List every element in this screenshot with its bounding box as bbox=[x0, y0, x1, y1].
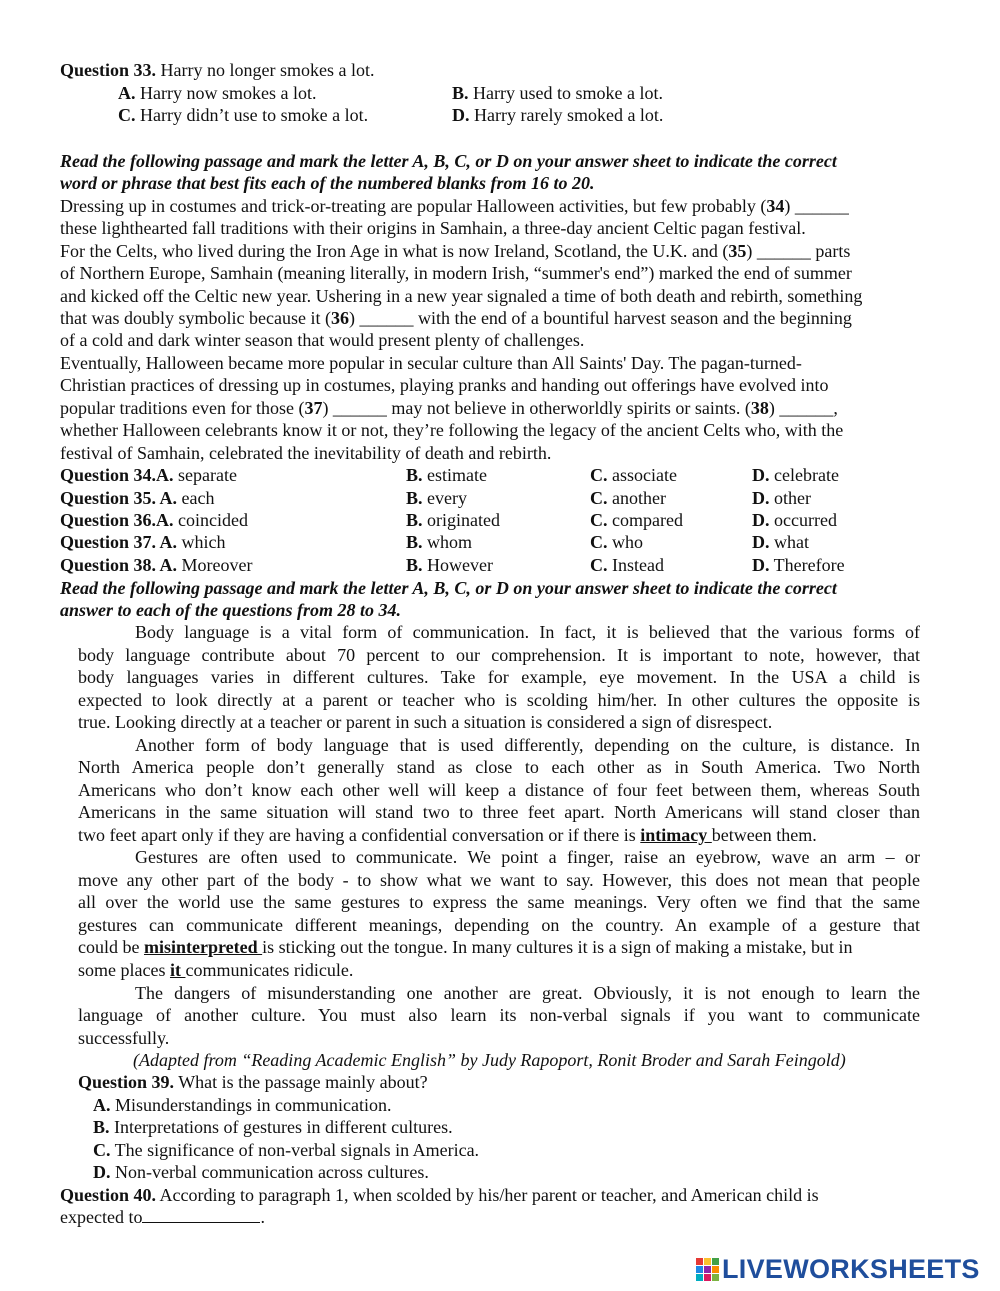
option-letter: B. bbox=[452, 83, 469, 103]
q33-option-b[interactable] bbox=[452, 82, 663, 104]
passage-1-line: Eventually, Halloween became more popular in secular culture than All Saints' Day. The pagan-turned- bbox=[60, 353, 802, 373]
answer-row-37-option-c[interactable]: C. who bbox=[590, 532, 643, 552]
passage-2-paragraph-3-line: Gestures are often used to communicate. We point a finger, raise an eyebrow, wave an arm – or bbox=[135, 847, 920, 867]
passage-1-line: whether Halloween celebrants know it or not, they’re following the legacy of the ancient Celts who, with the bbox=[60, 420, 844, 440]
answer-row-35-option-a[interactable]: Question 35. A. each bbox=[60, 488, 215, 508]
passage-2-paragraph-3-line: move any other part of the body - to show what we want to say. However, this does not mean that people bbox=[78, 870, 920, 890]
passage-source: (Adapted from “Reading Academic English” by Judy Rapoport, Ronit Broder and Sarah Feingold) bbox=[133, 1050, 846, 1070]
passage-1-line: Christian practices of dressing up in costumes, playing pranks and handing out offerings have evolved into bbox=[60, 375, 829, 395]
answer-row-34-option-c[interactable]: C. associate bbox=[590, 465, 677, 485]
q33-option-a[interactable] bbox=[118, 82, 316, 104]
instruction-2-line-2: answer to each of the questions from 28 to 34. bbox=[60, 600, 402, 620]
passage-2-paragraph-3-line: all over the world use the same gestures to express the same meanings. Very often we find that the same bbox=[78, 892, 920, 912]
q39-option-c[interactable]: C. The significance of non-verbal signals in America. bbox=[93, 1140, 480, 1160]
answer-row-37-option-d[interactable]: D. what bbox=[752, 532, 809, 552]
passage-1-line: and kicked off the Celtic new year. Ushering in a new year signaled a time of both death and rebirth, something bbox=[60, 286, 863, 306]
option-text: Harry now smokes a lot. bbox=[135, 83, 317, 103]
option-text: Harry didn’t use to smoke a lot. bbox=[135, 105, 369, 125]
answer-row-38-option-d[interactable]: D. Therefore bbox=[752, 555, 845, 575]
answer-row-37-option-b[interactable]: B. whom bbox=[406, 532, 473, 552]
question-40-stem: Question 40. According to paragraph 1, when scolded by his/her parent or teacher, and American child is bbox=[60, 1185, 819, 1205]
question-39-stem: Question 39. What is the passage mainly about? bbox=[78, 1072, 428, 1092]
question-33-stem bbox=[60, 59, 374, 81]
answer-row-34-option-d[interactable]: D. celebrate bbox=[752, 465, 839, 485]
passage-2-paragraph-2-line: Americans who don’t know each other well will keep a distance of four feet between them, whereas South bbox=[78, 780, 920, 800]
passage-2-paragraph-1-line: body languages varies in different cultures. Take for example, eye movement. In the USA a child is bbox=[78, 667, 920, 687]
passage-2-paragraph-2-line: two feet apart only if they are having a confidential conversation or if there is intimacy between them. bbox=[78, 825, 817, 845]
passage-2-paragraph-3-line: gestures can communicate different meanings, depending on the country. An example of a gesture that bbox=[78, 915, 920, 935]
option-letter: D. bbox=[452, 105, 470, 125]
passage-2-paragraph-1-line: Body language is a vital form of communication. In fact, it is believed that the various forms of bbox=[135, 622, 920, 642]
passage-2-paragraph-4-line: language of another culture. You must also learn its non-verbal signals if you want to communicate bbox=[78, 1005, 920, 1025]
passage-1-line: that was doubly symbolic because it (36) ______ with the end of a bountiful harvest season and the beginning bbox=[60, 308, 852, 328]
passage-2-paragraph-2-line: Another form of body language that is used differently, depending on the culture, is distance. In bbox=[135, 735, 920, 755]
option-text: Harry rarely smoked a lot. bbox=[469, 105, 664, 125]
answer-row-35-option-d[interactable]: D. other bbox=[752, 488, 811, 508]
underlined-word-misinterpreted: misinterpreted bbox=[143, 937, 263, 957]
passage-2-paragraph-2-line: Americans in the same situation will stand two to three feet apart. North Americans will stand closer than bbox=[78, 802, 920, 822]
question-text: Harry no longer smokes a lot. bbox=[156, 60, 375, 80]
question-40-stem-continued: expected to . bbox=[60, 1207, 265, 1227]
passage-2-paragraph-1-line: true. Looking directly at a teacher or parent in such a situation is considered a sign of disrespect. bbox=[78, 712, 773, 732]
underlined-word-it: it bbox=[169, 960, 186, 980]
passage-2-paragraph-3-line: could be misinterpreted is sticking out the tongue. In many cultures it is a sign of making a mistake, but in bbox=[78, 937, 853, 957]
underlined-word-intimacy: intimacy bbox=[640, 825, 712, 845]
answer-row-36-option-a[interactable]: Question 36.A. coincided bbox=[60, 510, 248, 530]
answer-row-38-option-c[interactable]: C. Instead bbox=[590, 555, 664, 575]
blank-number-38: 38 bbox=[750, 398, 769, 418]
q39-option-b[interactable]: B. Interpretations of gestures in different cultures. bbox=[93, 1117, 453, 1137]
answer-row-38-option-b[interactable]: B. However bbox=[406, 555, 493, 575]
answer-row-36-option-d[interactable]: D. occurred bbox=[752, 510, 837, 530]
passage-2-paragraph-1-line: body language contribute about 70 percent to our comprehension. It is important to note, however, that bbox=[78, 645, 920, 665]
passage-1-line: popular traditions even for those (37) ______ may not believe in otherworldly spirits or saints. (38) ______, bbox=[60, 398, 838, 418]
passage-1-line: For the Celts, who lived during the Iron Age in what is now Ireland, Scotland, the U.K. and (35) ______ parts bbox=[60, 241, 851, 261]
q33-option-d[interactable] bbox=[452, 104, 663, 126]
passage-1-line: of Northern Europe, Samhain (meaning literally, in modern Irish, “summer's end”) marked the end of summer bbox=[60, 263, 852, 283]
logo-text: LIVEWORKSHEETS bbox=[722, 1253, 980, 1284]
passage-2-paragraph-1-line: expected to look directly at a parent or teacher who is scolding him/her. In other cultures the opposite is bbox=[78, 690, 920, 710]
blank-number-36: 36 bbox=[330, 308, 349, 328]
answer-row-34-option-b[interactable]: B. estimate bbox=[406, 465, 487, 485]
instruction-1-line-1: Read the following passage and mark the letter A, B, C, or D on your answer sheet to indicate the correct bbox=[60, 151, 837, 171]
q39-option-a[interactable]: A. Misunderstandings in communication. bbox=[93, 1095, 392, 1115]
option-letter: C. bbox=[118, 105, 136, 125]
liveworksheets-logo bbox=[696, 1252, 980, 1286]
answer-row-36-option-c[interactable]: C. compared bbox=[590, 510, 683, 530]
passage-2-paragraph-3-line: some places it communicates ridicule. bbox=[78, 960, 354, 980]
passage-1-line: festival of Samhain, celebrated the inevitability of death and rebirth. bbox=[60, 443, 552, 463]
answer-row-35-option-b[interactable]: B. every bbox=[406, 488, 467, 508]
blank-number-34: 34 bbox=[766, 196, 785, 216]
logo-grid-icon bbox=[696, 1258, 719, 1281]
blank-number-35: 35 bbox=[728, 241, 747, 261]
passage-1-line: these lighthearted fall traditions with their origins in Samhain, a three-day ancient Celtic pagan festival. bbox=[60, 218, 806, 238]
question-label: Question 33. bbox=[60, 60, 157, 80]
answer-row-38-option-a[interactable]: Question 38. A. Moreover bbox=[60, 555, 253, 575]
instruction-1-line-2: word or phrase that best fits each of the numbered blanks from 16 to 20. bbox=[60, 173, 595, 193]
passage-2-paragraph-2-line: North America people don’t generally stand as close to each other as in South America. Two North bbox=[78, 757, 920, 777]
instruction-2-line-1: Read the following passage and mark the letter A, B, C, or D on your answer sheet to indicate the correct bbox=[60, 578, 837, 598]
answer-row-36-option-b[interactable]: B. originated bbox=[406, 510, 500, 530]
blank-number-37: 37 bbox=[304, 398, 323, 418]
passage-2-paragraph-4-line: successfully. bbox=[78, 1028, 170, 1048]
passage-1-line: of a cold and dark winter season that would present plenty of challenges. bbox=[60, 330, 585, 350]
passage-1-line: Dressing up in costumes and trick-or-treating are popular Halloween activities, but few probably (34) ______ bbox=[60, 196, 849, 216]
option-letter: A. bbox=[118, 83, 136, 103]
answer-row-37-option-a[interactable]: Question 37. A. which bbox=[60, 532, 226, 552]
q33-option-c[interactable] bbox=[118, 104, 368, 126]
answer-blank-input[interactable] bbox=[142, 1206, 260, 1223]
answer-row-35-option-c[interactable]: C. another bbox=[590, 488, 666, 508]
passage-2-paragraph-4-line: The dangers of misunderstanding one another are great. Obviously, it is not enough to learn the bbox=[135, 983, 920, 1003]
option-text: Harry used to smoke a lot. bbox=[468, 83, 663, 103]
answer-row-34-option-a[interactable]: Question 34.A. separate bbox=[60, 465, 237, 485]
q39-option-d[interactable]: D. Non-verbal communication across cultures. bbox=[93, 1162, 429, 1182]
